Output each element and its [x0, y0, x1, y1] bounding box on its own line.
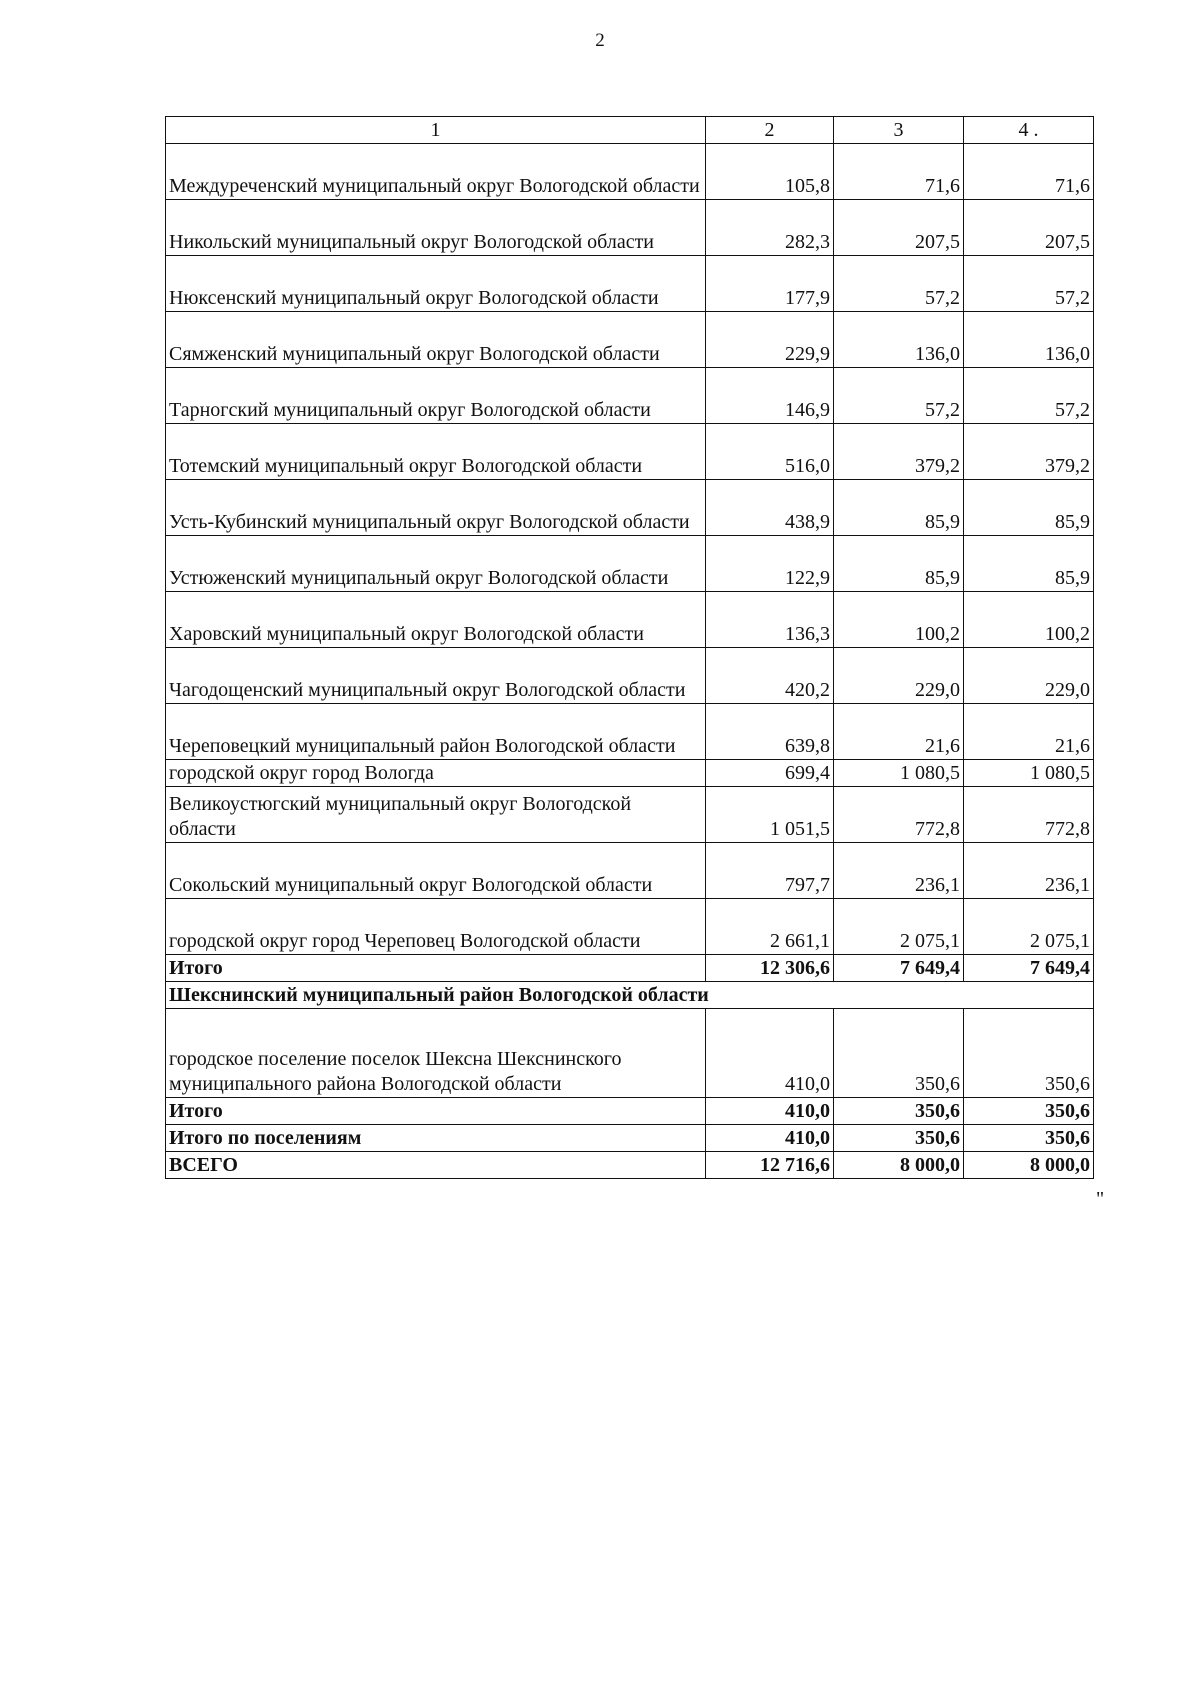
row-value-col-2: 438,9	[706, 480, 834, 536]
row-value-col-3: 21,6	[834, 704, 964, 760]
row-name-cell: Устюженский муниципальный округ Вологодской области	[166, 536, 706, 592]
row-name-cell: Тарногский муниципальный округ Вологодской области	[166, 368, 706, 424]
table-row	[166, 704, 1094, 760]
table-row	[166, 368, 1094, 424]
row-value-col-4: 8 000,0	[964, 1152, 1094, 1179]
row-value-col-2: 282,3	[706, 200, 834, 256]
row-value-col-2: 410,0	[706, 1098, 834, 1125]
row-value-col-4: 21,6	[964, 704, 1094, 760]
table-row	[166, 312, 1094, 368]
table-row	[166, 648, 1094, 704]
table-header-row	[166, 117, 1094, 144]
row-value-col-2: 797,7	[706, 843, 834, 899]
row-value-col-4: 350,6	[964, 1125, 1094, 1152]
row-name-cell: Сямженский муниципальный округ Вологодской области	[166, 312, 706, 368]
row-value-col-3: 57,2	[834, 368, 964, 424]
table-row	[166, 1152, 1094, 1179]
row-value-col-4: 207,5	[964, 200, 1094, 256]
row-value-col-3: 1 080,5	[834, 760, 964, 787]
row-name-cell: Тотемский муниципальный округ Вологодской области	[166, 424, 706, 480]
row-value-col-3: 100,2	[834, 592, 964, 648]
table-row	[166, 536, 1094, 592]
row-name-cell: Череповецкий муниципальный район Вологодской области	[166, 704, 706, 760]
row-value-col-2: 229,9	[706, 312, 834, 368]
row-value-col-4: 229,0	[964, 648, 1094, 704]
row-name-cell: Итого	[166, 1098, 706, 1125]
row-value-col-3: 71,6	[834, 144, 964, 200]
row-name-cell: городской округ город Вологда	[166, 760, 706, 787]
table-row	[166, 424, 1094, 480]
row-value-col-2: 105,8	[706, 144, 834, 200]
row-value-col-3: 136,0	[834, 312, 964, 368]
table-row	[166, 480, 1094, 536]
row-value-col-4: 100,2	[964, 592, 1094, 648]
row-value-col-4: 7 649,4	[964, 955, 1094, 982]
row-value-col-3: 85,9	[834, 536, 964, 592]
table-row	[166, 256, 1094, 312]
row-name-cell: Сокольский муниципальный округ Вологодской области	[166, 843, 706, 899]
table-row	[166, 1125, 1094, 1152]
row-value-col-2: 1 051,5	[706, 787, 834, 843]
closing-quote-mark: "	[1096, 1188, 1105, 1210]
row-name-cell: ВСЕГО	[166, 1152, 706, 1179]
row-value-col-2: 516,0	[706, 424, 834, 480]
row-value-col-2: 136,3	[706, 592, 834, 648]
row-value-col-4: 57,2	[964, 368, 1094, 424]
row-value-col-3: 350,6	[834, 1009, 964, 1098]
table-row	[166, 843, 1094, 899]
row-name-cell: Никольский муниципальный округ Вологодской области	[166, 200, 706, 256]
row-name-cell: Итого	[166, 955, 706, 982]
header-col-2: 2	[706, 117, 834, 144]
row-value-col-2: 177,9	[706, 256, 834, 312]
row-value-col-4: 1 080,5	[964, 760, 1094, 787]
row-name-cell: городское поселение поселок Шексна Шекснинского муниципального района Вологодской области	[166, 1009, 706, 1098]
row-value-col-2: 12 306,6	[706, 955, 834, 982]
row-name-cell: Великоустюгский муниципальный округ Вологодской области	[166, 787, 706, 843]
table-row	[166, 144, 1094, 200]
table-row	[166, 955, 1094, 982]
table-row	[166, 899, 1094, 955]
table-row	[166, 760, 1094, 787]
row-value-col-2: 146,9	[706, 368, 834, 424]
row-value-col-3: 350,6	[834, 1098, 964, 1125]
row-name-cell: Нюксенский муниципальный округ Вологодской области	[166, 256, 706, 312]
row-value-col-3: 772,8	[834, 787, 964, 843]
row-value-col-2: 699,4	[706, 760, 834, 787]
page-number: 2	[595, 30, 605, 51]
row-value-col-3: 2 075,1	[834, 899, 964, 955]
table-row	[166, 1098, 1094, 1125]
table-body	[166, 117, 1094, 1179]
row-value-col-2: 122,9	[706, 536, 834, 592]
row-value-col-2: 410,0	[706, 1125, 834, 1152]
row-value-col-4: 57,2	[964, 256, 1094, 312]
row-value-col-3: 207,5	[834, 200, 964, 256]
table-row	[166, 592, 1094, 648]
row-value-col-3: 57,2	[834, 256, 964, 312]
row-name-cell: Харовский муниципальный округ Вологодской области	[166, 592, 706, 648]
table-row	[166, 787, 1094, 843]
row-value-col-3: 379,2	[834, 424, 964, 480]
row-name-cell: Чагодощенский муниципальный округ Вологодской области	[166, 648, 706, 704]
row-value-col-3: 85,9	[834, 480, 964, 536]
row-value-col-4: 772,8	[964, 787, 1094, 843]
row-value-col-3: 236,1	[834, 843, 964, 899]
table-row	[166, 200, 1094, 256]
row-value-col-3: 229,0	[834, 648, 964, 704]
section-title: Шекснинский муниципальный район Вологодской области	[166, 982, 1094, 1009]
row-value-col-3: 350,6	[834, 1125, 964, 1152]
row-name-cell: Итого по поселениям	[166, 1125, 706, 1152]
section-header-row	[166, 982, 1094, 1009]
row-value-col-4: 85,9	[964, 480, 1094, 536]
row-name-cell: Усть-Кубинский муниципальный округ Вологодской области	[166, 480, 706, 536]
row-value-col-4: 2 075,1	[964, 899, 1094, 955]
row-value-col-2: 639,8	[706, 704, 834, 760]
row-name-cell: городской округ город Череповец Вологодской области	[166, 899, 706, 955]
row-value-col-4: 350,6	[964, 1009, 1094, 1098]
row-value-col-2: 2 661,1	[706, 899, 834, 955]
row-value-col-2: 420,2	[706, 648, 834, 704]
allocation-table	[165, 116, 1094, 1179]
header-col-1: 1	[166, 117, 706, 144]
table-row	[166, 1009, 1094, 1098]
row-value-col-4: 236,1	[964, 843, 1094, 899]
row-value-col-2: 12 716,6	[706, 1152, 834, 1179]
row-value-col-4: 85,9	[964, 536, 1094, 592]
row-value-col-3: 7 649,4	[834, 955, 964, 982]
row-name-cell: Междуреченский муниципальный округ Вологодской области	[166, 144, 706, 200]
row-value-col-2: 410,0	[706, 1009, 834, 1098]
row-value-col-4: 350,6	[964, 1098, 1094, 1125]
header-col-3: 3	[834, 117, 964, 144]
row-value-col-4: 71,6	[964, 144, 1094, 200]
header-col-4: 4 .	[964, 117, 1094, 144]
row-value-col-3: 8 000,0	[834, 1152, 964, 1179]
row-value-col-4: 136,0	[964, 312, 1094, 368]
row-value-col-4: 379,2	[964, 424, 1094, 480]
